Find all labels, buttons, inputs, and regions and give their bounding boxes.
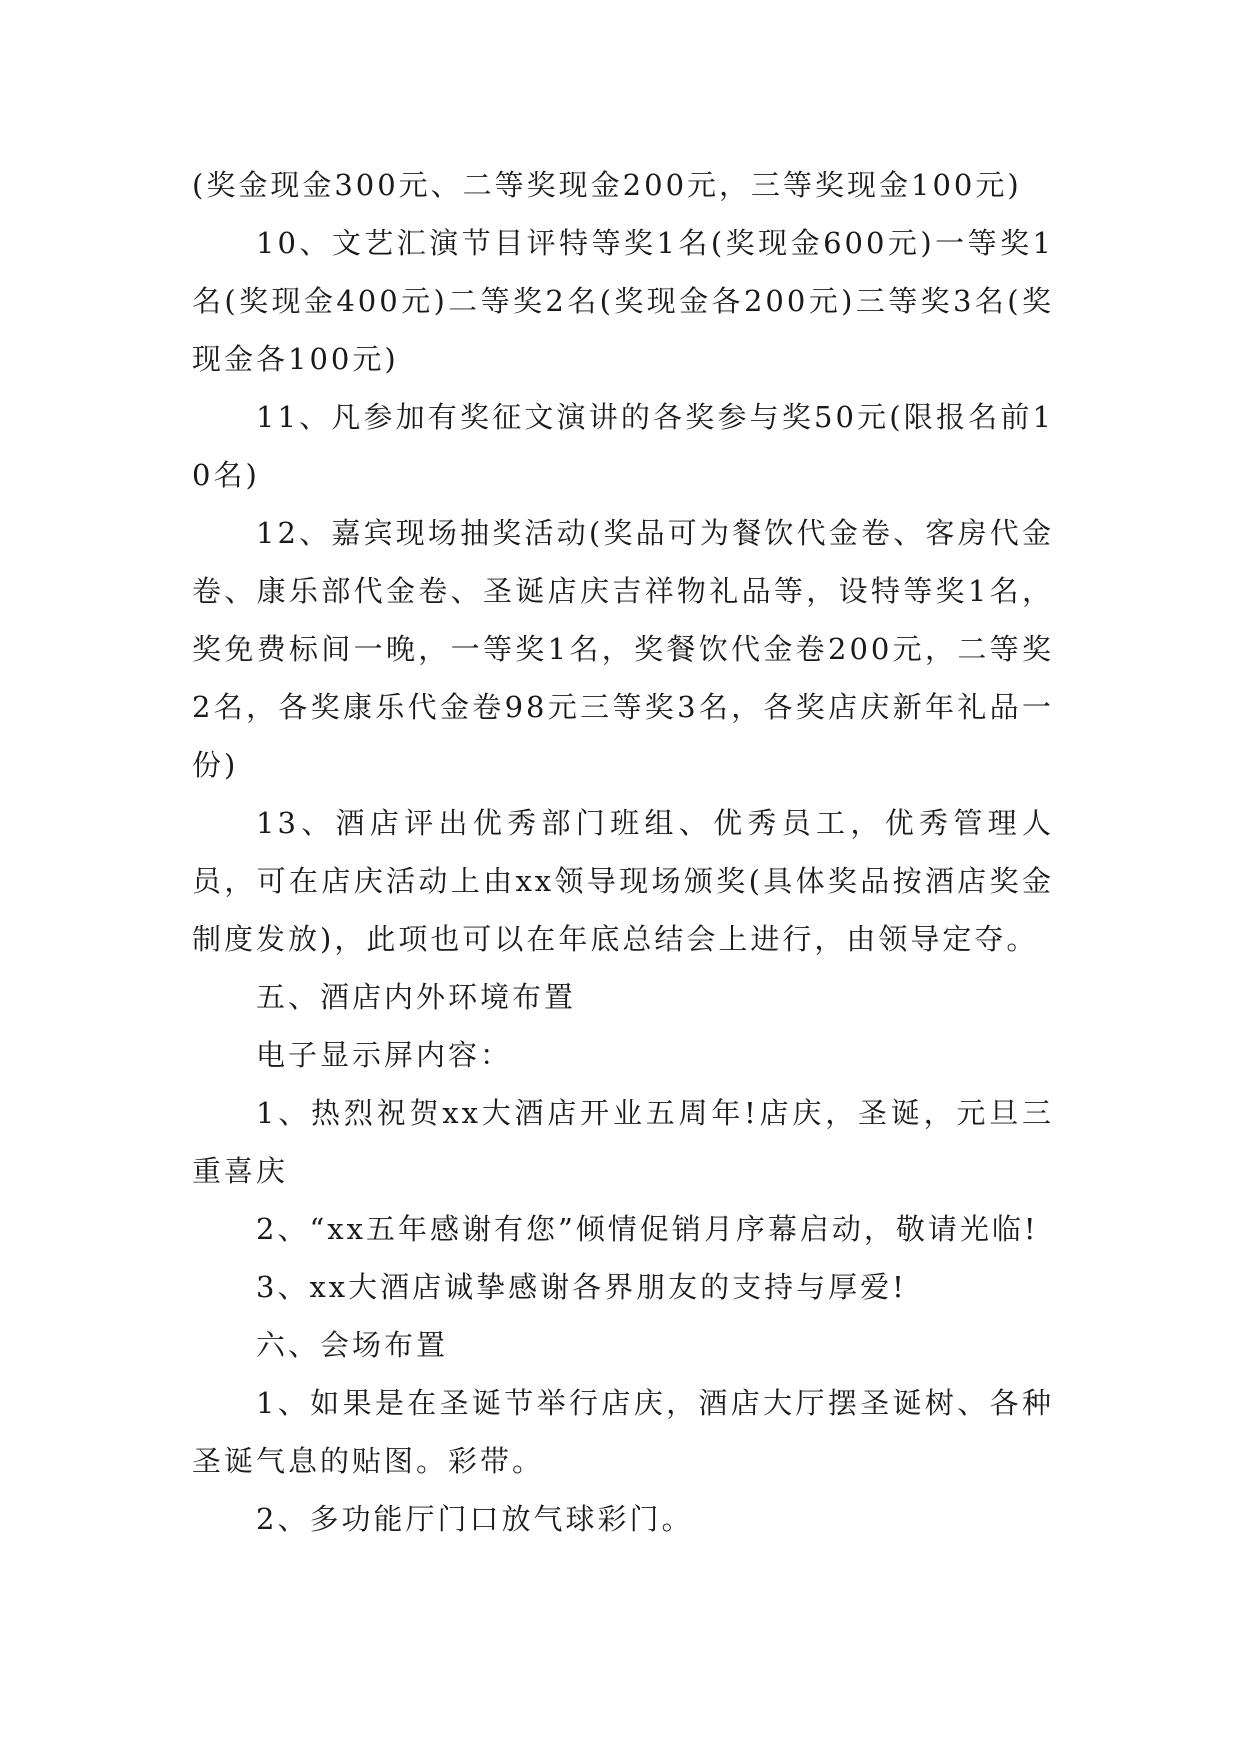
paragraph-item-12: 12、嘉宾现场抽奖活动(奖品可为餐饮代金卷、客房代金卷、康乐部代金卷、圣诞店庆吉祥物礼品等，设特等奖1名，奖免费标间一晚，一等奖1名，奖餐饮代金卷200元，二等奖2名，各奖康乐代金卷98元三等奖3名，各奖店庆新年礼品一份) xyxy=(192,516,1054,782)
paragraph-item-10: 10、文艺汇演节目评特等奖1名(奖现金600元)一等奖1名(奖现金400元)二等奖2名(奖现金各200元)三等奖3名(奖现金各100元) xyxy=(192,226,1054,376)
paragraph-venue-item-1: 1、如果是在圣诞节举行店庆，酒店大厅摆圣诞树、各种圣诞气息的贴图。彩带。 xyxy=(192,1386,1054,1478)
paragraph-venue-item-2: 2、多功能厅门口放气球彩门。 xyxy=(256,1502,694,1536)
paragraph-item-13: 13、酒店评出优秀部门班组、优秀员工，优秀管理人员，可在店庆活动上由xx领导现场颁奖(具体奖品按酒店奖金制度发放)，此项也可以在年底总结会上进行，由领导定夺。 xyxy=(192,806,1054,956)
paragraph-screen-item-2: 2、“xx五年感谢有您”倾情促销月序幕启动，敬请光临! xyxy=(256,1212,1039,1246)
document-body xyxy=(192,156,1054,1548)
paragraph-prize-cash-continued: (奖金现金300元、二等奖现金200元，三等奖现金100元) xyxy=(192,168,1022,202)
section-heading-6: 六、会场布置 xyxy=(256,1328,449,1362)
paragraph-screen-item-1: 1、热烈祝贺xx大酒店开业五周年!店庆，圣诞，元旦三重喜庆 xyxy=(192,1096,1054,1188)
paragraph-screen-content-label: 电子显示屏内容： xyxy=(256,1038,513,1072)
section-heading-5: 五、酒店内外环境布置 xyxy=(256,980,577,1014)
paragraph-screen-item-3: 3、xx大酒店诚挚感谢各界朋友的支持与厚爱! xyxy=(256,1270,907,1304)
paragraph-item-11: 11、凡参加有奖征文演讲的各奖参与奖50元(限报名前10名) xyxy=(192,400,1054,492)
